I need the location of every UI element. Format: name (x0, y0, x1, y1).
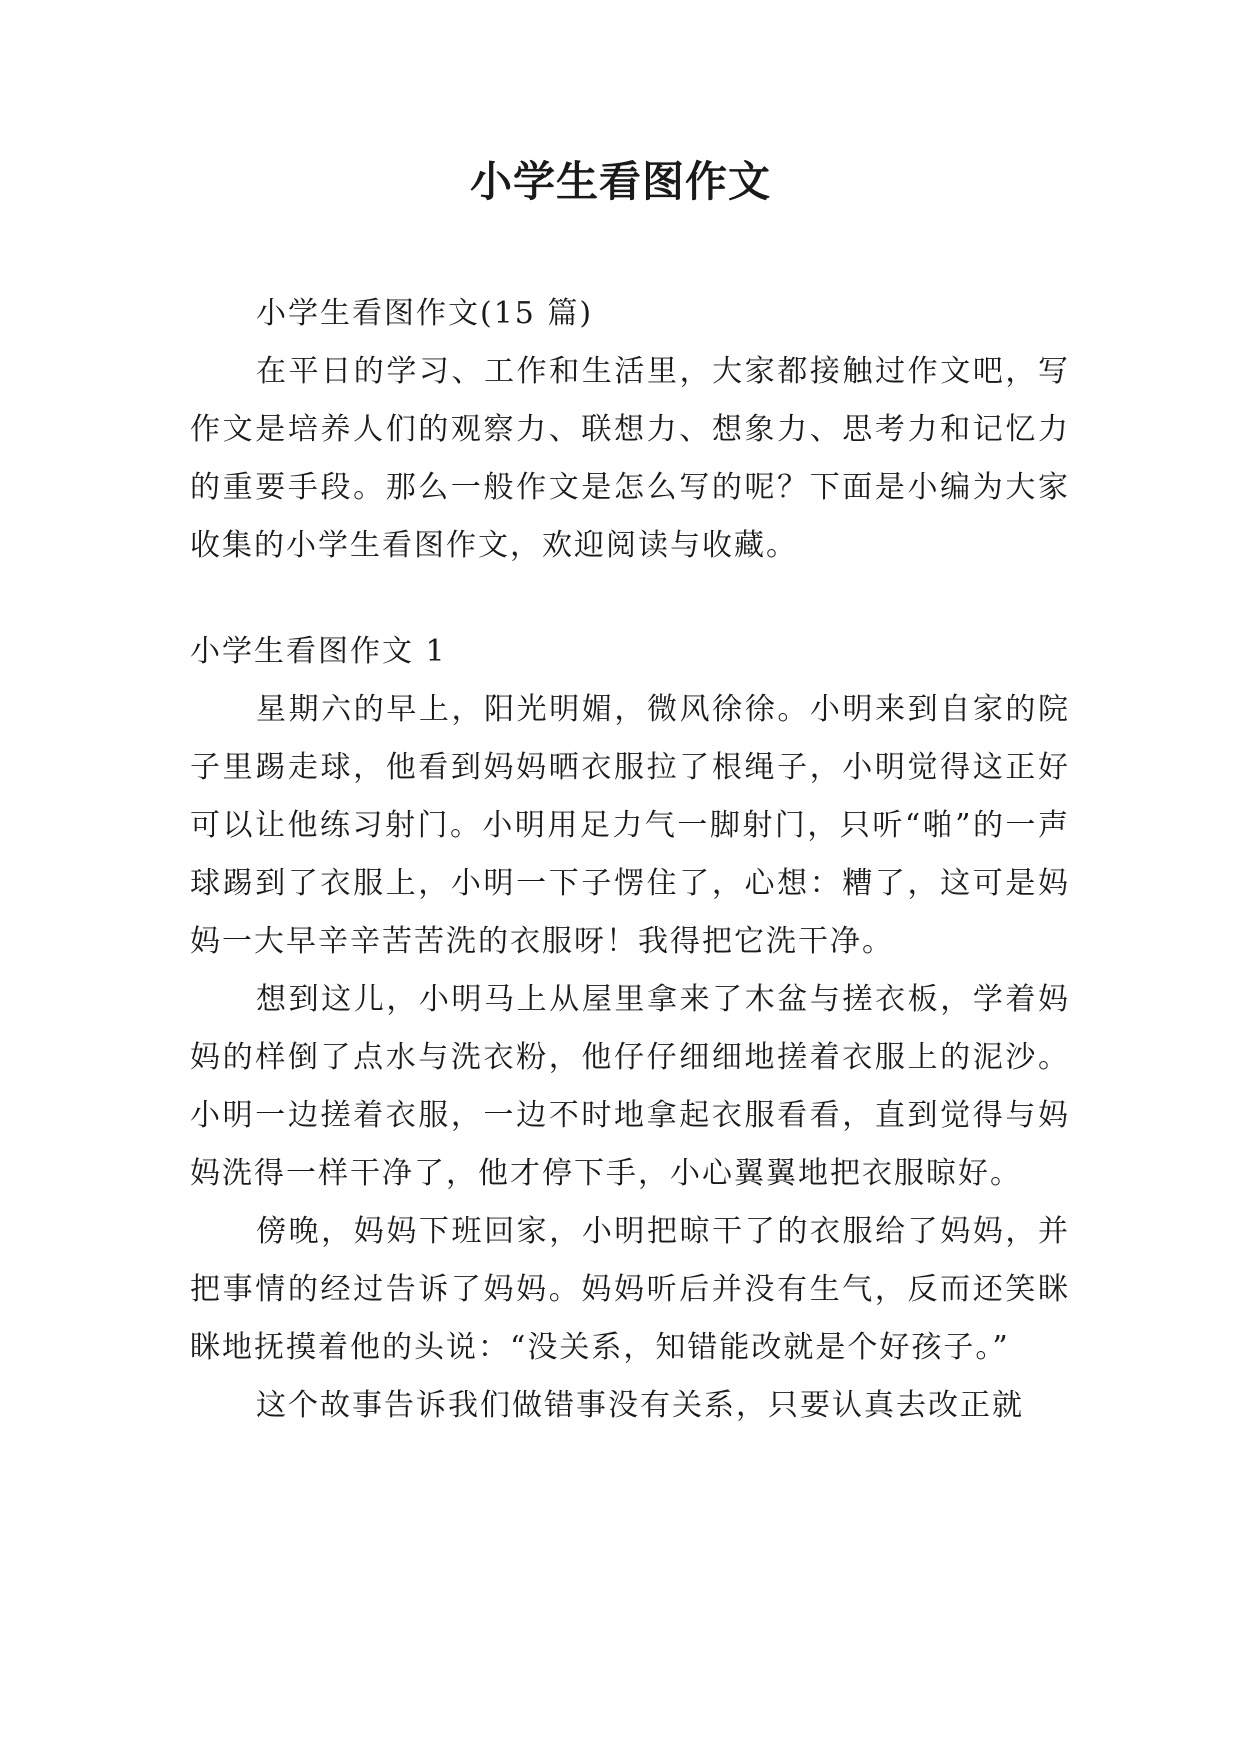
story-paragraph-3: 傍晚，妈妈下班回家，小明把晾干了的衣服给了妈妈，并把事情的经过告诉了妈妈。妈妈听后并没有生气，反而还笑眯眯地抚摸着他的头说：“没关系，知错能改就是个好孩子。” (190, 1214, 1070, 1365)
story-paragraph-1: 星期六的早上，阳光明媚，微风徐徐。小明来到自家的院子里踢走球，他看到妈妈晒衣服拉了根绳子，小明觉得这正好可以让他练习射门。小明用足力气一脚射门，只听“啪”的一声球踢到了衣服上，小明一下子愣住了，心想：糟了，这可是妈妈一大早辛辛苦苦洗的衣服呀！我得把它洗干净。 (190, 692, 1070, 959)
document-body (190, 285, 1070, 1435)
story-paragraph-2: 想到这儿，小明马上从屋里拿来了木盆与搓衣板，学着妈妈的样倒了点水与洗衣粉，他仔仔细细地搓着衣服上的泥沙。小明一边搓着衣服，一边不时地拿起衣服看看，直到觉得与妈妈洗得一样干净了，他才停下手，小心翼翼地把衣服晾好。 (190, 982, 1070, 1191)
intro-paragraph: 在平日的学习、工作和生活里，大家都接触过作文吧，写作文是培养人们的观察力、联想力、想象力、思考力和记忆力的重要手段。那么一般作文是怎么写的呢？下面是小编为大家收集的小学生看图作文，欢迎阅读与收藏。 (190, 354, 1070, 563)
subtitle-line: 小学生看图作文(15 篇) (256, 296, 594, 331)
document-title: 小学生看图作文 (469, 157, 771, 206)
story-paragraph-4: 这个故事告诉我们做错事没有关系，只要认真去改正就 (256, 1388, 1024, 1423)
section-heading: 小学生看图作文 1 (190, 634, 447, 669)
